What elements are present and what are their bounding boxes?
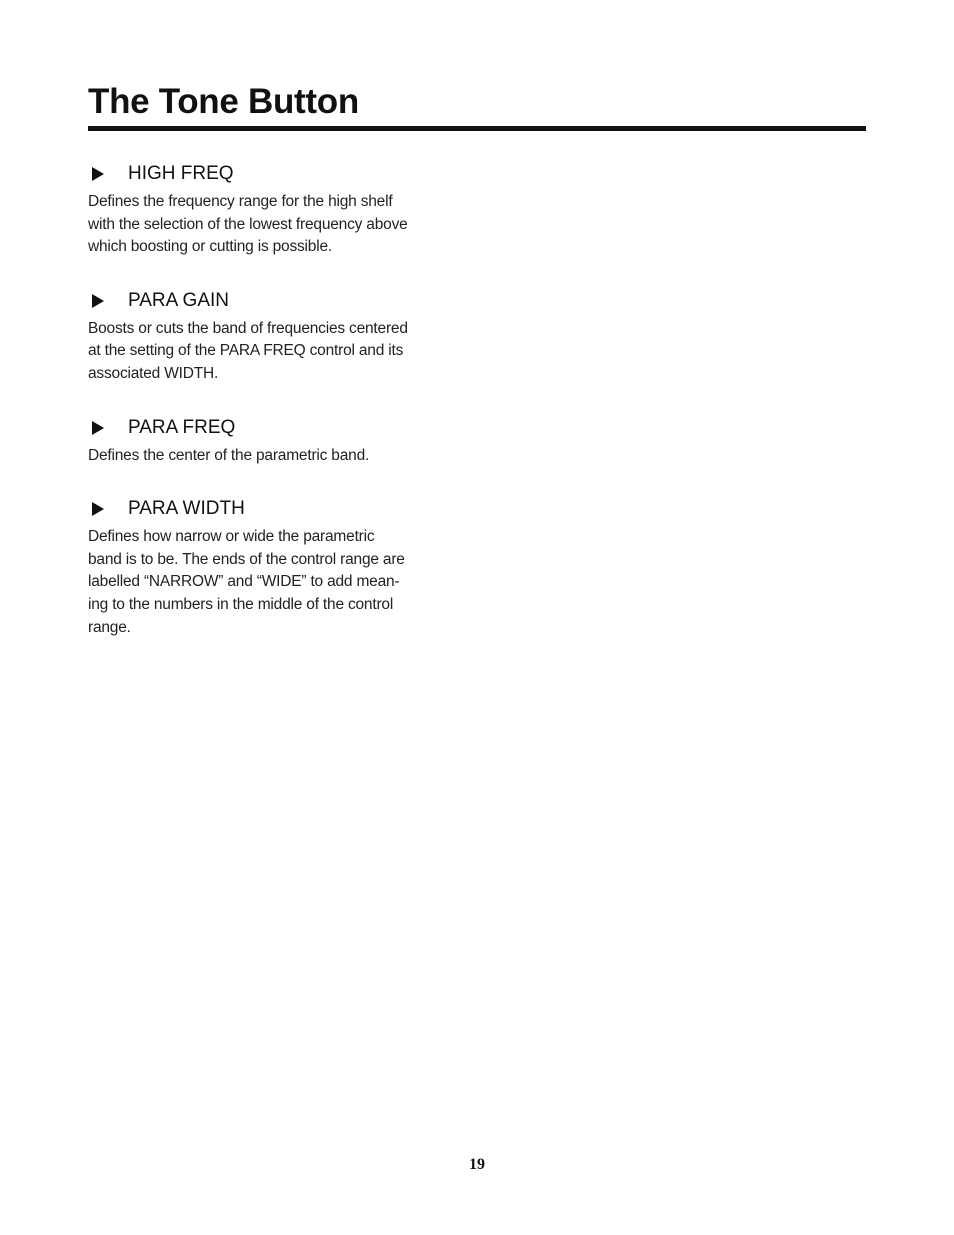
section-heading-text: PARA FREQ [128, 416, 236, 438]
triangle-right-icon [88, 160, 128, 188]
triangle-right-icon [88, 495, 128, 523]
page-title: The Tone Button [88, 82, 359, 121]
description-line: with the selection of the lowest frequency above [88, 215, 408, 233]
description-line: Boosts or cuts the band of frequencies centered [88, 319, 408, 337]
page-number: 19 [469, 1156, 485, 1173]
section-high-freq [88, 160, 458, 259]
triangle-right-icon [88, 287, 128, 315]
description-line: Defines the frequency range for the high shelf [88, 193, 393, 210]
description-line: range. [88, 618, 131, 636]
description-line: which boosting or cutting is possible. [88, 238, 332, 256]
section-description [88, 191, 458, 259]
content-column [88, 160, 458, 639]
section-heading [88, 414, 458, 442]
section-description [88, 318, 458, 386]
section-para-gain [88, 287, 458, 386]
description-line: labelled “NARROW” and “WIDE” to add mean- [88, 573, 400, 591]
section-para-freq [88, 414, 458, 468]
section-heading-text: PARA WIDTH [128, 498, 245, 520]
section-heading-text: PARA GAIN [128, 289, 230, 311]
description-line: band is to be. The ends of the control range are [88, 550, 405, 568]
section-description [88, 445, 458, 468]
section-heading [88, 160, 458, 188]
description-line: Defines how narrow or wide the parametric [88, 528, 375, 546]
description-line: at the setting of the PARA FREQ control and its [88, 342, 404, 360]
description-line: Defines the center of the parametric band. [88, 446, 370, 464]
section-description [88, 526, 458, 639]
description-line: ing to the numbers in the middle of the control [88, 595, 394, 613]
section-heading [88, 495, 458, 523]
description-line: associated WIDTH. [88, 364, 219, 382]
triangle-right-icon [88, 414, 128, 442]
section-heading [88, 287, 458, 315]
title-rule [88, 126, 866, 131]
section-para-width [88, 495, 458, 639]
section-heading-text: HIGH FREQ [128, 163, 234, 184]
